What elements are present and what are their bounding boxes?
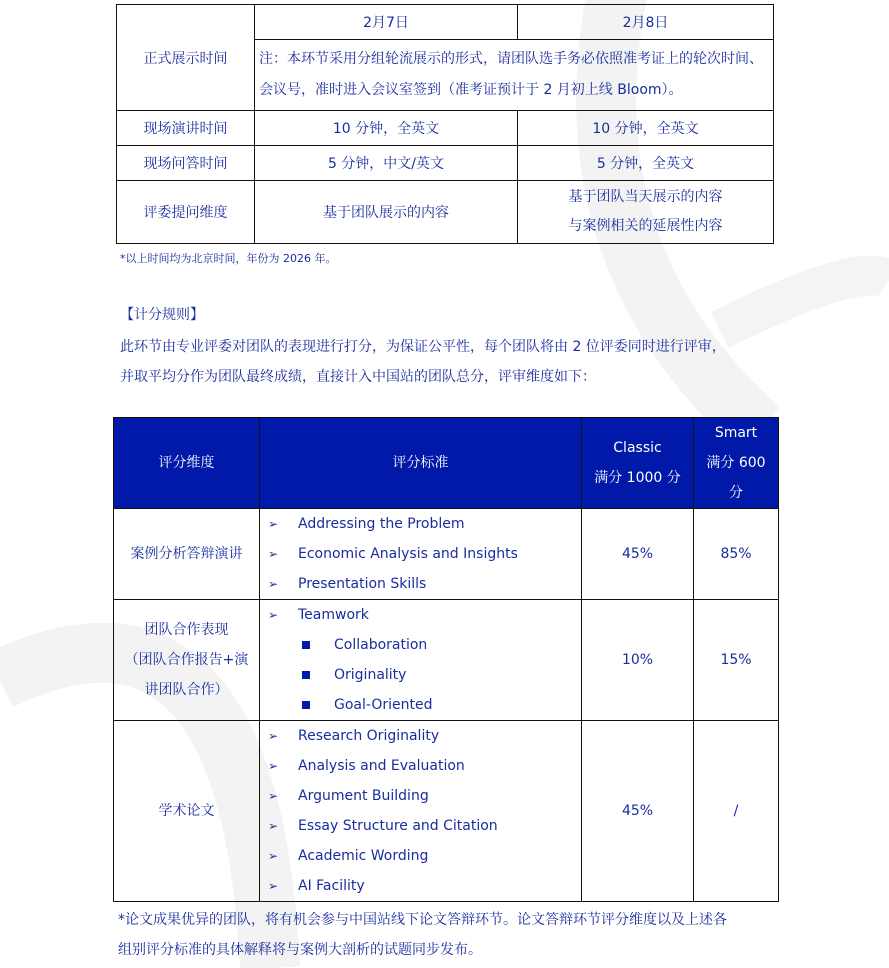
criteria-cell	[260, 721, 582, 902]
square-bullet-icon	[302, 701, 310, 709]
item-text: Addressing the Problem	[298, 516, 465, 532]
arrow-bullet-icon: ➢	[268, 608, 279, 622]
line: 组别评分标准的具体解释将与案例大剖析的试题同步发布。	[118, 942, 482, 958]
square-bullet-icon	[302, 641, 310, 649]
arrow-bullet-icon: ➢	[268, 729, 279, 743]
schedule-footnote: *以上时间均为北京时间，年份为 2026 年。	[120, 252, 337, 265]
judge-questions-day2	[518, 181, 774, 244]
day1-header: 2月7日	[255, 5, 518, 40]
item-text: AI Facility	[298, 878, 365, 894]
schedule-table	[116, 4, 774, 244]
header-classic	[582, 418, 694, 509]
schedule-note: 注：本环节采用分组轮流展示的形式，请团队选手务必依照准考证上的轮次时间、会议号，准时进入会议室签到（准考证预计于 2 月初上线 Bloom）。	[255, 40, 774, 111]
line: 满分 600	[706, 455, 766, 471]
arrow-bullet-icon: ➢	[268, 547, 279, 561]
line: 基于团队当天展示的内容	[568, 189, 723, 205]
day2-header: 2月8日	[518, 5, 774, 40]
scoring-paragraph-1: 此环节由专业评委对团队的表现进行打分，为保证公平性，每个团队将由 2 位评委同时进行评审，	[120, 339, 726, 355]
classic-weight: 10%	[582, 600, 694, 721]
header-smart	[694, 418, 779, 509]
arrow-bullet-icon: ➢	[268, 879, 279, 893]
sub-list-item	[268, 630, 581, 660]
criteria-cell	[260, 509, 582, 600]
line: 讲团队合作）	[144, 682, 229, 698]
sub-list-item	[268, 690, 581, 720]
line: 与案例相关的延展性内容	[568, 218, 723, 234]
list-item	[268, 539, 581, 569]
line: 满分 1000 分	[594, 470, 681, 486]
item-text: Collaboration	[334, 637, 428, 653]
line: 团队合作表现	[144, 622, 229, 638]
list-item	[268, 841, 581, 871]
item-text: Academic Wording	[298, 848, 429, 864]
scoring-table	[113, 417, 779, 902]
dimension-cell: 学术论文	[114, 721, 260, 902]
table-row	[114, 509, 779, 600]
line: 分	[729, 485, 743, 501]
item-text: Essay Structure and Citation	[298, 818, 498, 834]
square-bullet-icon	[302, 671, 310, 679]
qa-time-day2: 5 分钟，全英文	[518, 146, 774, 181]
label-judge-questions: 评委提问维度	[117, 181, 255, 244]
speech-time-day1: 10 分钟，全英文	[255, 111, 518, 146]
table-row	[114, 600, 779, 721]
line: *论文成果优异的团队，将有机会参与中国站线下论文答辩环节。论文答辩环节评分维度以及上述各	[118, 912, 727, 928]
speech-time-day2: 10 分钟，全英文	[518, 111, 774, 146]
list-item	[268, 781, 581, 811]
header-criteria: 评分标准	[260, 418, 582, 509]
classic-weight: 45%	[582, 509, 694, 600]
smart-weight: 85%	[694, 509, 779, 600]
item-text: Economic Analysis and Insights	[298, 546, 518, 562]
item-text: Teamwork	[298, 607, 369, 623]
label-qa-time: 现场问答时间	[117, 146, 255, 181]
arrow-bullet-icon: ➢	[268, 577, 279, 591]
arrow-bullet-icon: ➢	[268, 849, 279, 863]
list-item	[268, 509, 581, 539]
list-item	[268, 811, 581, 841]
list-item	[268, 721, 581, 751]
label-presentation-time: 正式展示时间	[117, 5, 255, 111]
dimension-cell	[114, 600, 260, 721]
smart-weight: 15%	[694, 600, 779, 721]
line: （团队合作报告+演	[124, 652, 249, 668]
label-speech-time: 现场演讲时间	[117, 111, 255, 146]
scoring-paragraph-2: 并取平均分作为团队最终成绩，直接计入中国站的团队总分，评审维度如下：	[120, 369, 596, 385]
item-text: Originality	[334, 667, 407, 683]
criteria-cell	[260, 600, 582, 721]
item-text: Goal-Oriented	[334, 697, 433, 713]
scoring-heading: 【计分规则】	[120, 307, 204, 323]
arrow-bullet-icon: ➢	[268, 789, 279, 803]
line: Smart	[714, 425, 758, 441]
smart-weight: /	[694, 721, 779, 902]
item-text: Analysis and Evaluation	[298, 758, 465, 774]
arrow-bullet-icon: ➢	[268, 517, 279, 531]
item-text: Research Originality	[298, 728, 440, 744]
item-text: Argument Building	[298, 788, 429, 804]
dimension-cell: 案例分析答辩演讲	[114, 509, 260, 600]
list-item	[268, 569, 581, 599]
arrow-bullet-icon: ➢	[268, 819, 279, 833]
arrow-bullet-icon: ➢	[268, 759, 279, 773]
scoring-footnote	[118, 905, 727, 965]
judge-questions-day1: 基于团队展示的内容	[255, 181, 518, 244]
list-item	[268, 751, 581, 781]
table-row	[114, 721, 779, 902]
classic-weight: 45%	[582, 721, 694, 902]
line: Classic	[613, 440, 662, 456]
sub-list-item	[268, 660, 581, 690]
list-item	[268, 871, 581, 901]
list-item	[268, 600, 581, 630]
header-dimension: 评分维度	[114, 418, 260, 509]
item-text: Presentation Skills	[298, 576, 427, 592]
qa-time-day1: 5 分钟，中文/英文	[255, 146, 518, 181]
